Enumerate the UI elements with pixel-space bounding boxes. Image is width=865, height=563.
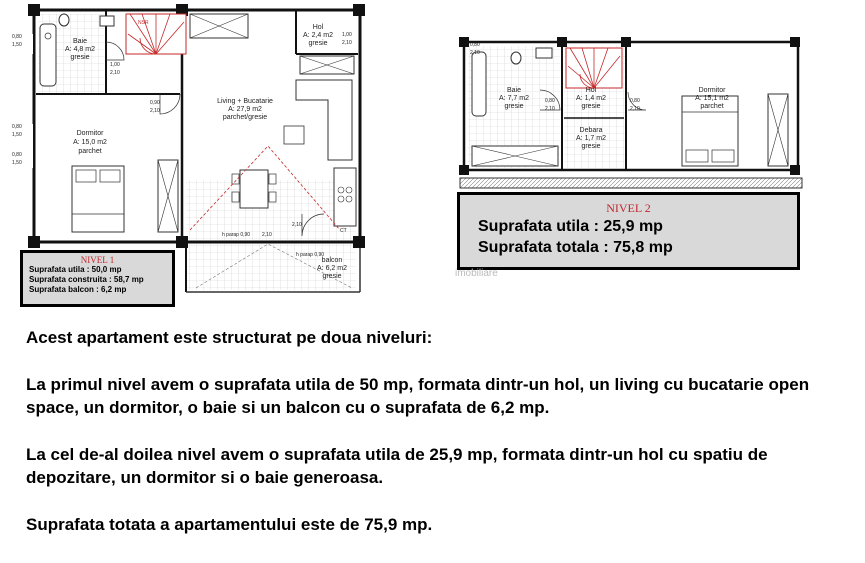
dim-label: 2,10 — [470, 50, 480, 56]
sink-icon — [100, 16, 114, 26]
level1-legend-box — [20, 250, 175, 307]
legend-title: NIVEL 2 — [606, 201, 651, 215]
toilet-icon — [511, 52, 521, 64]
room-area: A: 15,0 m2 — [73, 139, 107, 146]
toilet-icon — [59, 14, 69, 26]
room-name: Dormitor — [698, 87, 726, 94]
room-name: Debara — [579, 127, 603, 134]
dim-label: 0,80 — [12, 152, 22, 158]
room-floor: gresie — [581, 103, 601, 110]
dim-label: 2,10 — [150, 108, 160, 114]
legend-line: Suprafata utila : 50,0 mp — [29, 265, 122, 274]
watermark: imobiliare — [455, 268, 498, 279]
dim-label: 1,00 — [342, 32, 352, 38]
dim-label: 1,50 — [12, 42, 22, 48]
room-name: Hol — [312, 24, 324, 31]
room-area: A: 1,7 m2 — [576, 135, 606, 142]
dim-label: NSR — [138, 20, 149, 26]
dim-label: 0,80 — [12, 124, 22, 130]
sink-icon — [536, 48, 552, 58]
dim-label: 0,80 — [630, 98, 640, 104]
description-intro: Acest apartament este structurat pe doua niveluri: — [26, 328, 433, 347]
room-floor: parchet/gresie — [222, 114, 268, 121]
dim-label: 0,80 — [545, 98, 555, 104]
room-floor: gresie — [504, 103, 524, 110]
dim-label: 2,10 — [110, 70, 120, 76]
room-floor: parchet — [700, 103, 724, 110]
room-floor: parchet — [78, 148, 102, 155]
room-area: A: 27,9 m2 — [228, 106, 262, 113]
level2-plan — [459, 37, 802, 188]
staircase-icon — [566, 48, 622, 88]
description-level1: La primul nivel avem o suprafata utila de 50 mp, formata dintr-un hol, un living cu bucatarie open space, un dormitor, o baie si un balcon cu o suprafata de 6,2 mp. — [26, 375, 810, 417]
room-area: A: 7,7 m2 — [499, 95, 529, 102]
kitchen-counter-icon — [334, 168, 356, 226]
room-name: Living + Bucatarie — [217, 98, 273, 105]
dim-label: 0,80 — [470, 42, 480, 48]
dim-label: CT — [340, 228, 347, 234]
description-level2: La cel de-al doilea nivel avem o suprafata utila de 25,9 mp, formata dintr-un hol cu spatiu de depozitare, un dormitor si o baie generoasa. — [26, 445, 768, 487]
room-name: Baie — [506, 87, 522, 94]
room-area: A: 15,1 m2 — [695, 95, 729, 102]
dim-label: 2,10 — [545, 106, 555, 112]
legend-line: Suprafata totala : 75,8 mp — [478, 239, 673, 256]
room-area: A: 1,4 m2 — [576, 95, 606, 102]
dim-label: 1,50 — [12, 132, 22, 138]
dim-label: 2,10 — [292, 222, 302, 228]
dim-label: 1,50 — [12, 160, 22, 166]
room-area: A: 2,4 m2 — [303, 32, 333, 39]
room-floor: gresie — [322, 273, 342, 280]
dim-label: 2,10 — [630, 106, 640, 112]
sofa-icon — [296, 80, 352, 160]
description-total: Suprafata totata a apartamentului este de 75,9 mp. — [26, 515, 433, 534]
bathtub-icon — [472, 52, 486, 116]
dim-label: h parap 0,90 — [296, 252, 325, 258]
dim-label: 2,10 — [262, 232, 272, 238]
legend-line: Suprafata utila : 25,9 mp — [478, 218, 663, 235]
dim-label: 0,90 — [150, 100, 160, 106]
room-floor: gresie — [308, 40, 328, 47]
coffee-table-icon — [284, 126, 304, 144]
dim-label: h parap 0,90 — [222, 232, 251, 238]
legend-line: Suprafata balcon : 6,2 mp — [29, 285, 127, 294]
level2-legend-box — [457, 192, 800, 270]
room-name: balcon — [321, 257, 343, 264]
room-name: Dormitor — [76, 130, 104, 137]
dining-table-icon — [240, 170, 268, 208]
legend-title: NIVEL 1 — [80, 255, 115, 265]
room-area: A: 6,2 m2 — [317, 265, 347, 272]
room-name: Hol — [585, 87, 597, 94]
room-name: Baie — [72, 38, 88, 45]
dim-label: 0,80 — [12, 34, 22, 40]
level1-plan — [12, 4, 365, 292]
dim-label: 1,00 — [110, 62, 120, 68]
dim-label: 2,10 — [342, 40, 352, 46]
room-floor: gresie — [581, 143, 601, 150]
staircase-icon — [126, 14, 186, 54]
room-floor: gresie — [70, 54, 90, 61]
legend-line: Suprafata construita : 58,7 mp — [29, 275, 144, 284]
room-area: A: 4,8 m2 — [65, 46, 95, 53]
